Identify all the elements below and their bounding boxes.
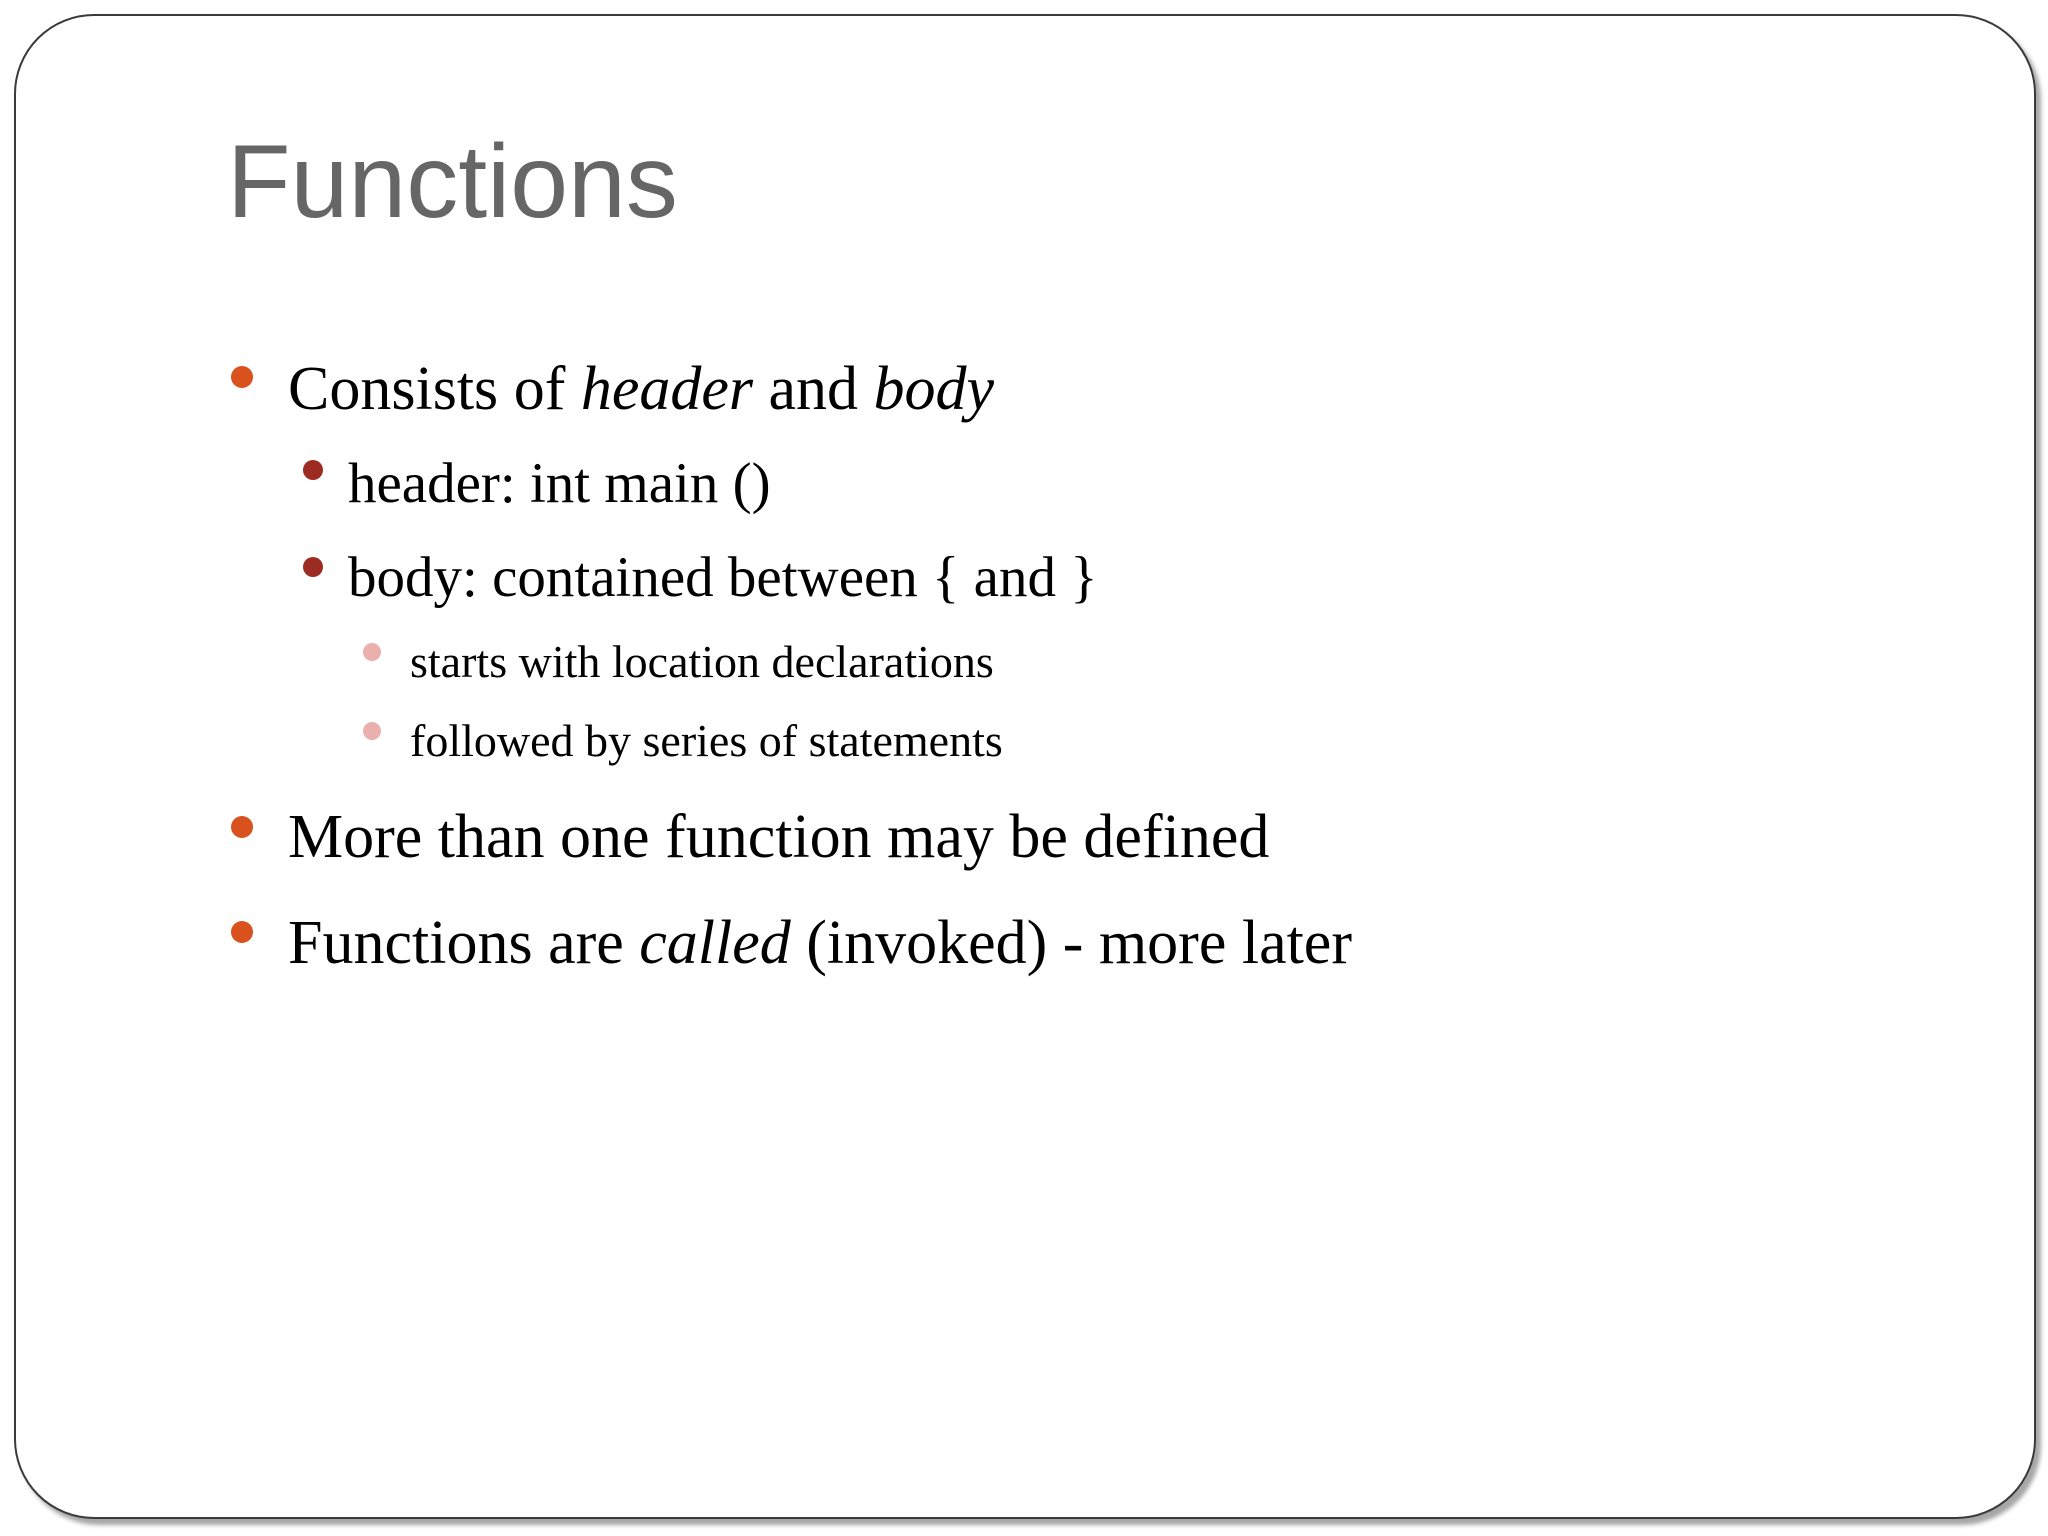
bullet-text: Consists of	[288, 355, 581, 423]
emphasis-text: body	[873, 355, 995, 423]
bullet-text: and	[753, 355, 874, 423]
bullet-text: Functions are	[288, 909, 640, 977]
sub-bullet-dot-icon	[303, 460, 323, 480]
emphasis-text: called	[639, 909, 791, 977]
sub-sub-bullet-item: starts with location declarations	[410, 636, 994, 687]
bullet-dot-icon	[231, 366, 253, 388]
sub-bullet-item: body: contained between { and }	[348, 546, 1098, 609]
sub-bullet-dot-icon	[303, 557, 323, 577]
bullet-text: (invoked) - more later	[790, 909, 1352, 977]
sub-sub-bullet-dot-icon	[363, 722, 381, 740]
bullet-item	[288, 355, 995, 423]
slide-title: Functions	[227, 124, 678, 240]
bullet-dot-icon	[231, 816, 253, 838]
bullet-item	[288, 909, 1352, 977]
emphasis-text: header	[580, 355, 754, 423]
sub-sub-bullet-dot-icon	[363, 643, 381, 661]
bullet-dot-icon	[231, 921, 253, 943]
bullet-item: More than one function may be defined	[288, 803, 1270, 871]
sub-sub-bullet-item: followed by series of statements	[410, 715, 1003, 766]
sub-bullet-item: header: int main ()	[348, 452, 771, 515]
